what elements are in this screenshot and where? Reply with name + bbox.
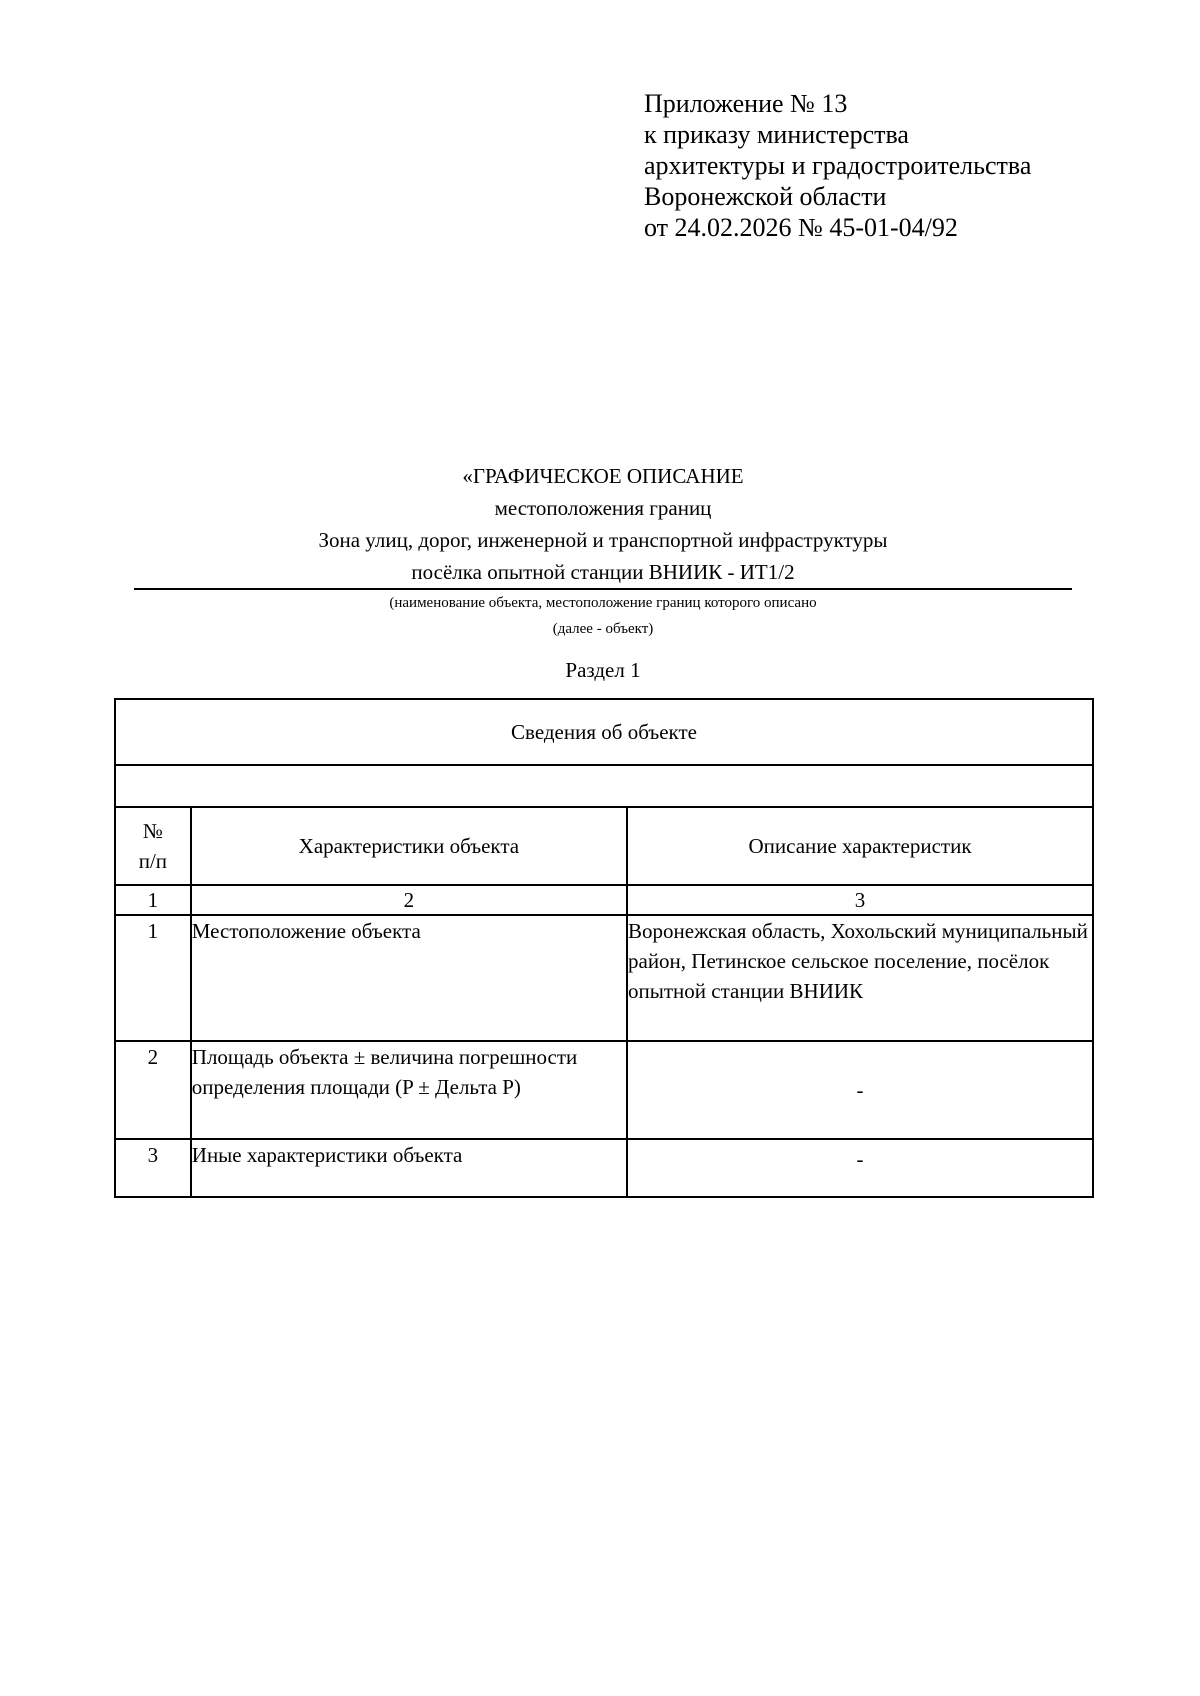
- row-characteristic: Местоположение объекта: [191, 915, 627, 1041]
- document-subheading: местоположения границ: [494, 496, 712, 520]
- object-name-line: Зона улиц, дорог, инженерной и транспортной инфраструктуры: [318, 528, 888, 552]
- document-heading: «ГРАФИЧЕСКОЕ ОПИСАНИЕ: [462, 464, 744, 488]
- column-number: 2: [191, 885, 627, 915]
- row-description: -: [627, 1041, 1093, 1139]
- table-row: [115, 915, 1093, 1041]
- header-num: [115, 807, 191, 885]
- object-name-caption: (далее - объект): [552, 621, 654, 637]
- header-description: Описание характеристик: [627, 807, 1093, 885]
- table-row: [115, 1041, 1093, 1139]
- row-characteristic: Иные характеристики объекта: [191, 1139, 627, 1197]
- row-characteristic: Площадь объекта ± величина погрешности определения площади (P ± Дельта P): [191, 1041, 627, 1139]
- column-number: 1: [115, 885, 191, 915]
- header-num-label: № п/п: [138, 819, 168, 873]
- row-num: 1: [115, 915, 191, 1041]
- appendix-line: к приказу министерства: [644, 120, 909, 149]
- appendix-line: Воронежской области: [644, 182, 887, 211]
- table-caption: Сведения об объекте: [115, 699, 1093, 765]
- table-row: [115, 1139, 1093, 1197]
- header-characteristic: Характеристики объекта: [191, 807, 627, 885]
- object-info-table: [114, 698, 1094, 1198]
- appendix-header: [644, 88, 1031, 243]
- section-label: Раздел 1: [565, 658, 641, 682]
- appendix-line: Приложение № 13: [644, 89, 848, 118]
- object-name-caption: (наименование объекта, местоположение границ которого описано: [389, 595, 817, 611]
- table-empty-row: [115, 765, 1093, 807]
- document-title-block: [134, 460, 1072, 684]
- column-number: 3: [627, 885, 1093, 915]
- row-num: 3: [115, 1139, 191, 1197]
- object-name-line: посёлка опытной станции ВНИИК - ИТ1/2: [134, 556, 1072, 590]
- row-description: -: [627, 1139, 1093, 1197]
- row-description: Воронежская область, Хохольский муниципальный район, Петинское сельское поселение, посёлок опытной станции ВНИИК: [627, 915, 1093, 1041]
- row-num: 2: [115, 1041, 191, 1139]
- appendix-line: от 24.02.2026 № 45-01-04/92: [644, 213, 958, 242]
- appendix-line: архитектуры и градостроительства: [644, 151, 1032, 180]
